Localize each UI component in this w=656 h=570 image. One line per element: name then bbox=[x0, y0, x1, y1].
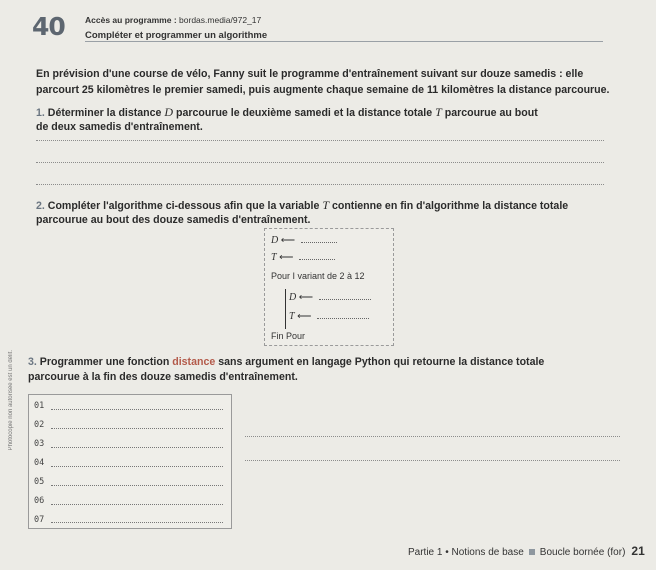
code-line-number: 03 bbox=[34, 439, 45, 449]
algo-var-t: T bbox=[271, 252, 277, 263]
algo-init-t bbox=[271, 252, 335, 263]
intro-line-2: parcourt 25 kilomètres le premier samedi, puis augmente chaque semaine de 11 kilomètres la distance parcourue. bbox=[36, 84, 610, 96]
footer-part: Partie 1 • Notions de base bbox=[408, 547, 524, 558]
python-code-box bbox=[28, 394, 232, 529]
exercise-number: 40 bbox=[32, 12, 65, 41]
footer-chapter: Boucle bornée (for) bbox=[539, 547, 626, 558]
algorithm-box bbox=[264, 228, 394, 346]
algo-blank-d-init[interactable] bbox=[301, 236, 337, 243]
code-line-number: 06 bbox=[34, 496, 45, 506]
question-3-line-2: parcourue à la fin des douze samedis d'entraînement. bbox=[28, 371, 298, 383]
question-3-line-1 bbox=[28, 355, 628, 370]
variable-t: T bbox=[435, 105, 442, 119]
access-label: Accès au programme : bbox=[85, 15, 177, 25]
assign-arrow-icon: ⟵ bbox=[279, 252, 294, 263]
question-2-line-2: parcourue au bout des douze samedis d'entraînement. bbox=[36, 214, 311, 226]
question-2 bbox=[36, 198, 626, 227]
answer-line-3[interactable] bbox=[36, 184, 604, 185]
code-line-number: 07 bbox=[34, 515, 45, 525]
question-1-number: 1. bbox=[36, 107, 45, 119]
assign-arrow-icon: ⟵ bbox=[280, 235, 296, 246]
code-answer-line[interactable] bbox=[51, 466, 223, 467]
page-number: 21 bbox=[631, 544, 645, 558]
header-rule bbox=[85, 41, 603, 42]
question-1-text-a: Déterminer la distance bbox=[47, 107, 162, 119]
algo-blank-d-loop[interactable] bbox=[319, 293, 371, 300]
loop-body-bar bbox=[285, 289, 286, 329]
access-link[interactable]: bordas.media/972_17 bbox=[179, 15, 262, 25]
algo-var-d: D bbox=[271, 235, 279, 246]
question-1-text-b: parcourue le deuxième samedi et la distance totale bbox=[176, 107, 433, 119]
algo-loop-d bbox=[289, 292, 371, 303]
variable-t: T bbox=[322, 198, 329, 212]
answer-line-5[interactable] bbox=[245, 460, 620, 461]
algo-loop-end: Fin Pour bbox=[271, 331, 306, 341]
code-answer-line[interactable] bbox=[51, 428, 223, 429]
square-bullet-icon bbox=[529, 549, 535, 555]
algo-blank-t-loop[interactable] bbox=[317, 312, 369, 319]
question-1-line-2: de deux samedis d'entraînement. bbox=[36, 121, 203, 133]
question-3-number: 3. bbox=[28, 356, 37, 368]
answer-line-1[interactable] bbox=[36, 140, 604, 141]
question-2-text-b: contienne en fin d'algorithme la distance totale bbox=[331, 200, 569, 212]
exercise-subtitle: Compléter et programmer un algorithme bbox=[85, 30, 268, 41]
algo-var-d: D bbox=[289, 292, 297, 303]
question-3 bbox=[28, 355, 628, 385]
question-1 bbox=[36, 105, 626, 134]
code-answer-line[interactable] bbox=[51, 409, 223, 410]
algo-loop-t bbox=[289, 311, 369, 322]
side-note: Photocopie non autorisée est un délit. bbox=[8, 350, 14, 451]
question-2-text-a: Compléter l'algorithme ci-dessous afin que la variable bbox=[47, 200, 320, 212]
algo-loop-header: Pour I variant de 2 à 12 bbox=[271, 271, 365, 281]
intro-text bbox=[36, 66, 626, 98]
code-answer-line[interactable] bbox=[51, 447, 223, 448]
question-2-line-1 bbox=[36, 198, 626, 213]
question-2-number: 2. bbox=[36, 200, 45, 212]
code-answer-line[interactable] bbox=[51, 485, 223, 486]
question-1-line-1 bbox=[36, 105, 626, 120]
answer-line-2[interactable] bbox=[36, 162, 604, 163]
code-line-number: 01 bbox=[34, 401, 45, 411]
variable-d: D bbox=[164, 105, 174, 119]
algo-blank-t-init[interactable] bbox=[299, 253, 335, 260]
access-line bbox=[85, 15, 261, 25]
algo-var-t: T bbox=[289, 311, 295, 322]
intro-line-1: En prévision d'une course de vélo, Fanny suit le programme d'entraînement suivant sur douze samedis : elle bbox=[36, 68, 584, 80]
code-line-number: 04 bbox=[34, 458, 45, 468]
answer-line-4[interactable] bbox=[245, 436, 620, 437]
code-line-number: 05 bbox=[34, 477, 45, 487]
question-1-text-c: parcourue au bout bbox=[444, 107, 538, 119]
assign-arrow-icon: ⟵ bbox=[297, 311, 312, 322]
algo-init-d bbox=[271, 235, 337, 246]
question-3-text-a: Programmer une fonction bbox=[39, 356, 170, 368]
page-footer bbox=[408, 544, 645, 558]
function-name-highlight: distance bbox=[172, 356, 216, 368]
code-answer-line[interactable] bbox=[51, 522, 223, 523]
code-line-number: 02 bbox=[34, 420, 45, 430]
code-answer-line[interactable] bbox=[51, 504, 223, 505]
question-3-text-b: sans argument en langage Python qui retourne la distance totale bbox=[218, 356, 545, 368]
assign-arrow-icon: ⟵ bbox=[298, 292, 314, 303]
